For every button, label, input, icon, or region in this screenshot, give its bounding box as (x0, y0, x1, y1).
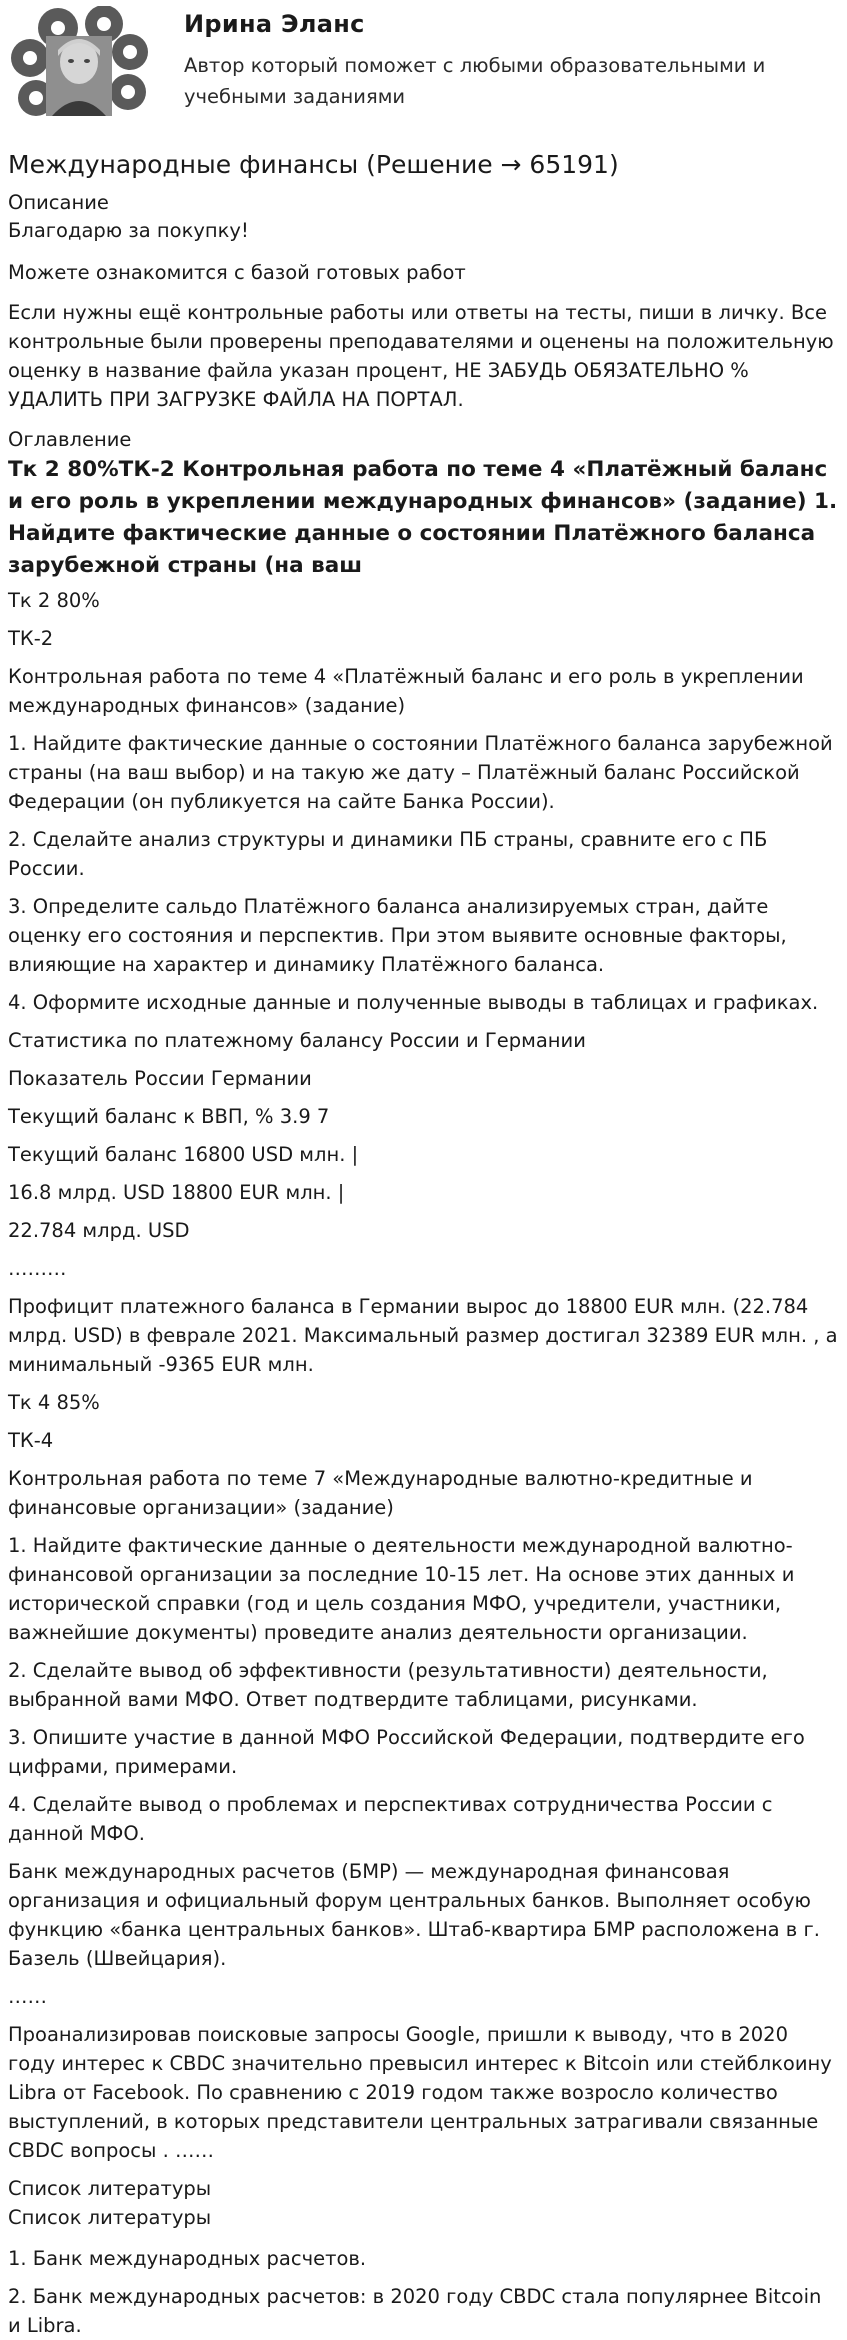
body-paragraph: Тк 2 80% (8, 589, 100, 612)
body-paragraph: ……… (8, 1257, 67, 1280)
literature-label: Список литературы (8, 2206, 212, 2229)
body-paragraph: Показатель России Германии (8, 1067, 312, 1090)
toc-label: Оглавление (8, 428, 132, 451)
body-paragraph: 4. Оформите исходные данные и полученные выводы в таблицах и графиках. (8, 991, 819, 1014)
work-content (0, 149, 847, 2340)
body-paragraph: Статистика по платежному балансу России и Германии (8, 1029, 586, 1052)
body-paragraph: 3. Опишите участие в данной МФО Российской Федерации, подтвердите его цифрами, примерами. (8, 1726, 805, 1778)
literature-item: 1. Банк международных расчетов. (8, 2247, 367, 2270)
body-paragraph: 3. Определите сальдо Платёжного баланса анализируемых стран, дайте оценку его состояния и перспектив. При этом выявите основные факторы, влияющие на характер и динамику Платёжного баланса. (8, 895, 787, 976)
body-paragraph: …… (8, 1985, 47, 2008)
literature-item: 2. Банк международных расчетов: в 2020 году CBDC стала популярнее Bitcoin и Libra. (8, 2285, 822, 2337)
author-name[interactable]: Ирина Эланс (184, 10, 365, 38)
notice-text: Если нужны ещё контрольные работы или ответы на тесты, пиши в личку. Все контрольные были проверены преподавателями и оценены на положительную оценку в название файла указан процент, НЕ ЗАБУДЬ ОБЯЗАТЕЛЬНО % УДАЛИТЬ ПРИ ЗАГРУЗКЕ ФАЙЛА НА ПОРТАЛ. (8, 301, 834, 411)
body-paragraph: 22.784 млрд. USD (8, 1219, 190, 1242)
body-paragraph: Текущий баланс к ВВП, % 3.9 7 (8, 1105, 330, 1128)
author-description: Автор который поможет с любыми образовательными и учебными заданиями (184, 54, 766, 108)
body-paragraph: 16.8 млрд. USD 18800 EUR млн. | (8, 1181, 345, 1204)
avatar[interactable] (8, 6, 150, 124)
literature-label: Список литературы (8, 2177, 212, 2200)
toc-heading: Тк 2 80%ТК-2 Контрольная работа по теме 4 «Платёжный баланс и его роль в укреплении международных финансов» (задание) 1. Найдите фактические данные о состоянии Платёжного баланса зарубежной страны (на ваш (8, 457, 838, 578)
page-title: Международные финансы (Решение → 65191) (8, 150, 619, 179)
description-label: Описание (8, 191, 109, 214)
browse-link[interactable]: Можете ознакомится с базой готовых работ (8, 261, 466, 284)
body-paragraph: Контрольная работа по теме 4 «Платёжный баланс и его роль в укреплении международных финансов» (задание) (8, 665, 804, 717)
body-paragraph: Профицит платежного баланса в Германии вырос до 18800 EUR млн. (22.784 млрд. USD) в феврале 2021. Максимальный размер достигал 32389 EUR млн. , а минимальный -9365 EUR млн. (8, 1295, 838, 1376)
author-header (0, 0, 847, 138)
body-paragraph: Текущий баланс 16800 USD млн. | (8, 1143, 359, 1166)
body-paragraph: 2. Сделайте анализ структуры и динамики ПБ страны, сравните его с ПБ России. (8, 828, 768, 880)
thanks-text: Благодарю за покупку! (8, 219, 249, 242)
body-paragraph: Контрольная работа по теме 7 «Международные валютно-кредитные и финансовые организации» (задание) (8, 1467, 753, 1519)
body-paragraph: ТК-4 (8, 1429, 54, 1452)
body-paragraph: Проанализировав поисковые запросы Google, пришли к выводу, что в 2020 году интерес к CBDC значительно превысил интерес к Bitcoin или стейблкоину Libra от Facebook. По сравнению с 2019 годом также возросло количество выступлений, в которых представители центральных затрагивали связанные CBDC вопросы . …… (8, 2023, 832, 2162)
body-paragraph: Тк 4 85% (8, 1391, 100, 1414)
body-paragraph: 1. Найдите фактические данные о состоянии Платёжного баланса зарубежной страны (на ваш выбор) и на такую же дату – Платёжный баланс Российской Федерации (он публикуется на сайте Банка России). (8, 732, 833, 813)
body-paragraph: Банк международных расчетов (БМР) — международная финансовая организация и официальный форум центральных банков. Выполняет особую функцию «банка центральных банков». Штаб-квартира БМР расположена в г. Базель (Швейцария). (8, 1860, 820, 1970)
body-paragraph: 4. Сделайте вывод о проблемах и перспективах сотрудничества России с данной МФО. (8, 1793, 773, 1845)
body-paragraph: ТК-2 (8, 627, 54, 650)
body-paragraph: 2. Сделайте вывод об эффективности (результативности) деятельности, выбранной вами МФО. Ответ подтвердите таблицами, рисунками. (8, 1659, 768, 1711)
body-paragraph: 1. Найдите фактические данные о деятельности международной валютно-финансовой организации за последние 10-15 лет. На основе этих данных и исторической справки (год и цель создания МФО, учредители, участники, важнейшие документы) проведите анализ деятельности организации. (8, 1534, 795, 1644)
